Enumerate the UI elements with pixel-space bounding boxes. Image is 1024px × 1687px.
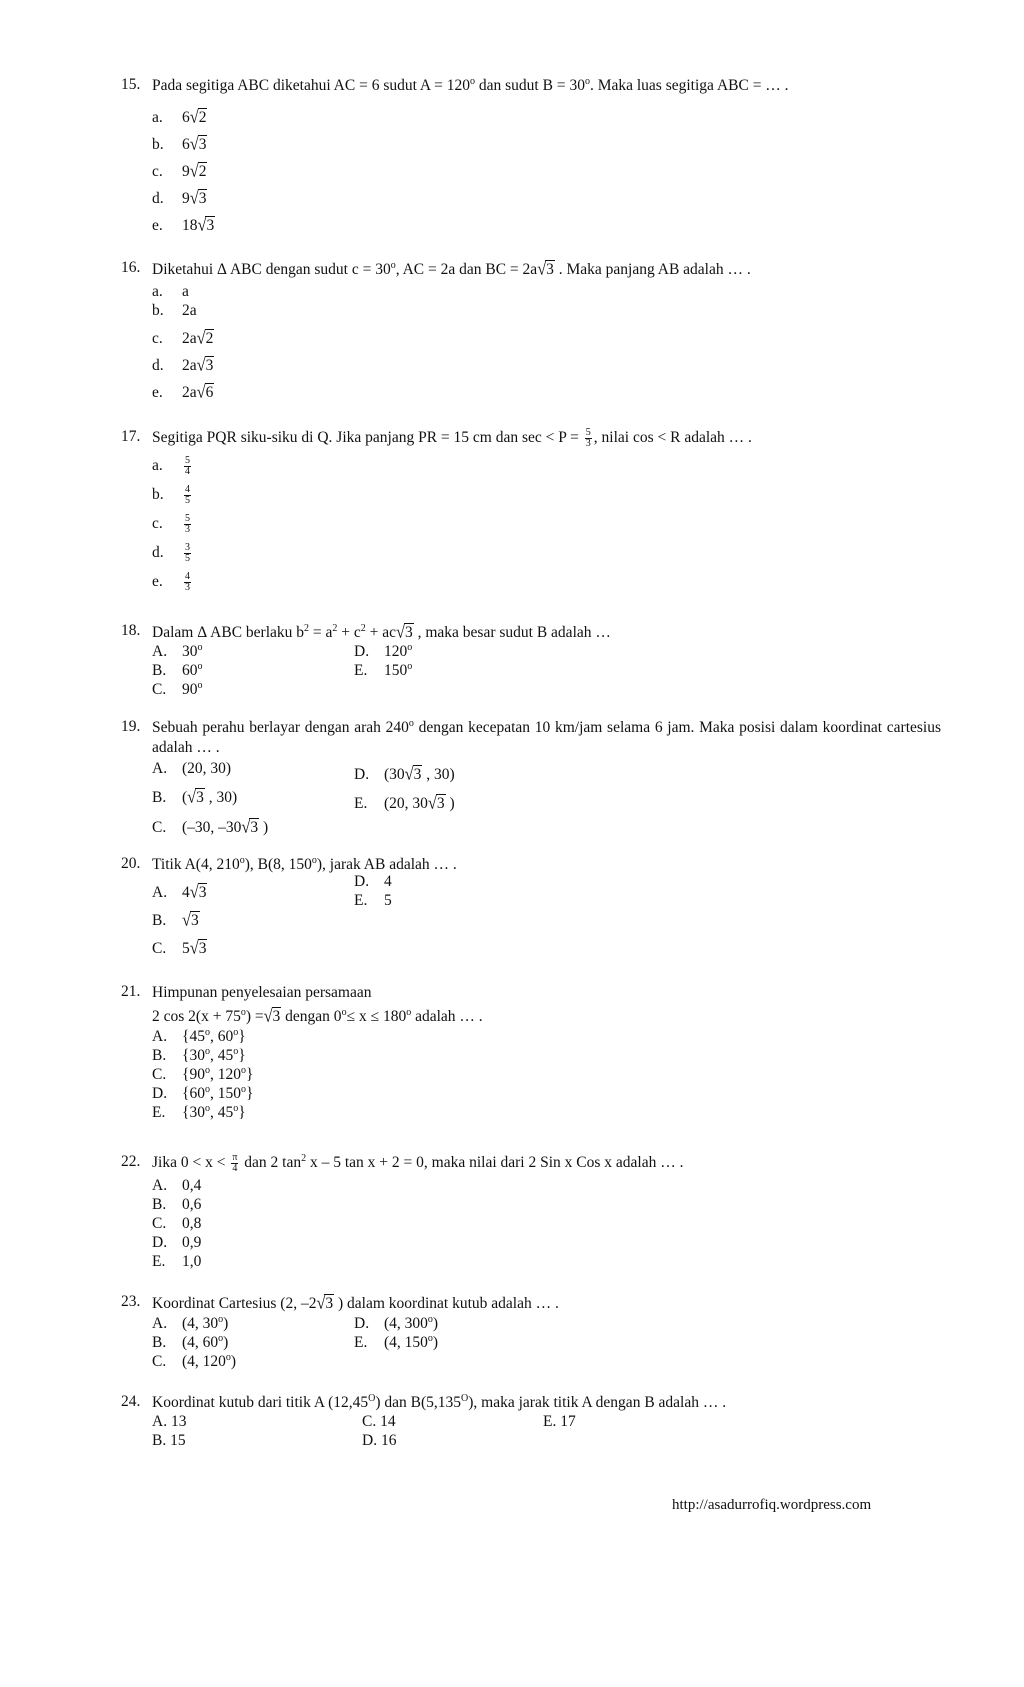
option-d: D. 120$^o$ xyxy=(354,642,413,660)
option-e: E. 17 xyxy=(543,1413,576,1430)
question-stem: Koordinat Cartesius (2, –2√3 ) dalam koordinat kutub adalah … . xyxy=(152,1293,559,1313)
option-b: b. 6√3 xyxy=(152,134,207,154)
question-stem: Pada segitiga ABC diketahui AC = 6 sudut $A = 120^o$ dan sudut $B = 30^o$. Maka luas segitiga ABC = … . xyxy=(152,76,789,94)
option-a: A. 0,4 xyxy=(152,1177,202,1194)
option-e: E. (4, 150$^o$) xyxy=(354,1333,439,1351)
option-c: C. 14 xyxy=(362,1413,396,1430)
fraction: $\frac{5}{3}$ xyxy=(585,427,591,449)
option-b: B. (√3 , 30) xyxy=(152,787,238,807)
question-number: 19. xyxy=(121,718,141,735)
question-stem: Sebuah perahu berlayar dengan arah 240$^o$ dengan kecepatan 10 km/jam selama 6 jam. Maka posisi dalam koordinat cartesius adalah … . xyxy=(152,718,941,756)
option-d: D. 16 xyxy=(362,1432,397,1449)
option-a: a. 6√2 xyxy=(152,107,207,127)
option-a: a. $\frac{5}{4}$ xyxy=(152,455,190,477)
option-e: E. 150$^o$ xyxy=(354,661,413,679)
option-d: d. 9√3 xyxy=(152,188,207,208)
option-b: b. 2a xyxy=(152,302,197,319)
option-a: A. (4, 30$^o$) xyxy=(152,1314,229,1332)
option-c: C. {90$^o$, 120$^o$} xyxy=(152,1065,254,1083)
question-24 xyxy=(121,1393,941,1449)
question-stem: Segitiga PQR siku-siku di Q. Jika panjang PR = 15 cm dan sec < P = $\frac{5}{3}$ , nilai cos < R adalah … . xyxy=(152,427,752,449)
option-e: e. 2a√6 xyxy=(152,382,214,402)
question-number: 22. xyxy=(121,1153,141,1170)
option-c: C. 90$^o$ xyxy=(152,680,203,698)
option-b: B. (4, 60$^o$) xyxy=(152,1333,229,1351)
option-b: B. 60$^o$ xyxy=(152,661,203,679)
option-b: B. 15 xyxy=(152,1432,186,1449)
option-c: C. 0,8 xyxy=(152,1215,202,1232)
option-a: a. a xyxy=(152,283,189,300)
option-c: C. (4, 120$^o$) xyxy=(152,1352,237,1370)
option-c: c. 2a√2 xyxy=(152,328,214,348)
option-d: D. 0,9 xyxy=(152,1234,202,1251)
question-number: 15. xyxy=(121,76,141,93)
option-c: c. $\frac{5}{3}$ xyxy=(152,513,190,535)
option-e: E. (20, 30√3 ) xyxy=(354,793,455,813)
question-20 xyxy=(121,855,941,958)
question-stem: Dalam Δ ABC berlaku $b^2 = a^2 + c^2 + ac√3$ , maka besar sudut B adalah … xyxy=(152,622,611,642)
option-e: E. {30$^o$, 45$^o$} xyxy=(152,1103,246,1121)
option-a: A. 30$^o$ xyxy=(152,642,203,660)
question-number: 16. xyxy=(121,259,141,276)
option-d: d. 2a√3 xyxy=(152,355,214,375)
option-d: D. 4 xyxy=(354,873,392,890)
question-22 xyxy=(121,1152,941,1270)
question-21 xyxy=(121,983,941,1121)
option-e: e. $\frac{4}{3}$ xyxy=(152,571,190,593)
option-e: E. 5 xyxy=(354,892,392,909)
question-18 xyxy=(121,622,941,698)
question-number: 21. xyxy=(121,983,141,1000)
question-stem: Himpunan penyelesaian persamaan 2 $\cos 2(x + 75^o) =√3$ dengan $0^o\le x \le 180^o$ adalah … . xyxy=(152,984,483,1026)
question-number: 17. xyxy=(121,428,141,445)
option-b: b. $\frac{4}{5}$ xyxy=(152,484,190,506)
question-19 xyxy=(121,718,941,837)
fraction: $\frac{\pi}{4}$ xyxy=(232,1152,238,1174)
question-15 xyxy=(121,76,941,235)
option-a: A. (20, 30) xyxy=(152,760,232,777)
question-stem: Diketahui Δ ABC dengan sudut $c = 30^o$, AC = 2a dan BC = 2a√3 . Maka panjang AB adalah … . xyxy=(152,259,751,279)
question-stem: Koordinat kutub dari titik A $(12,45^O)$ dan $B(5,135^O)$, maka jarak titik A dengan B adalah … . xyxy=(152,1393,727,1411)
option-e: e. 18√3 xyxy=(152,215,215,235)
option-d: D. (4, 300$^o$) xyxy=(354,1314,439,1332)
option-d: D. (30√3 , 30) xyxy=(354,764,455,784)
question-number: 20. xyxy=(121,855,141,872)
footer-url: http://asadurrofiq.wordpress.com xyxy=(672,1497,872,1513)
question-number: 23. xyxy=(121,1293,141,1310)
question-number: 18. xyxy=(121,622,141,639)
question-17 xyxy=(121,427,941,593)
question-stem: Titik A(4, 210$^o$), B(8, 150$^o$), jarak AB adalah … . xyxy=(152,855,457,873)
option-d: d. $\frac{3}{5}$ xyxy=(152,542,190,564)
question-number: 24. xyxy=(121,1393,141,1410)
option-b: B. √3 xyxy=(152,910,199,930)
option-a: A. {45$^o$, 60$^o$} xyxy=(152,1027,246,1045)
question-stem: Jika 0 < x < $\frac{\pi}{4}$ dan 2 $\tan^2 x - 5$ tan x + 2 = 0, maka nilai dari 2 Sin x Cos x adalah … . xyxy=(152,1152,684,1174)
option-e: E. 1,0 xyxy=(152,1253,202,1270)
option-c: C. (–30, –30√3 ) xyxy=(152,817,269,837)
question-23 xyxy=(121,1293,941,1370)
option-c: c. 9√2 xyxy=(152,161,207,181)
option-a: A. 13 xyxy=(152,1413,187,1430)
question-16 xyxy=(121,259,941,402)
option-b: B. 0,6 xyxy=(152,1196,202,1213)
option-d: D. {60$^o$, 150$^o$} xyxy=(152,1084,254,1102)
option-b: B. {30$^o$, 45$^o$} xyxy=(152,1046,246,1064)
option-a: A. 4√3 xyxy=(152,882,207,902)
option-c: C. 5√3 xyxy=(152,938,207,958)
